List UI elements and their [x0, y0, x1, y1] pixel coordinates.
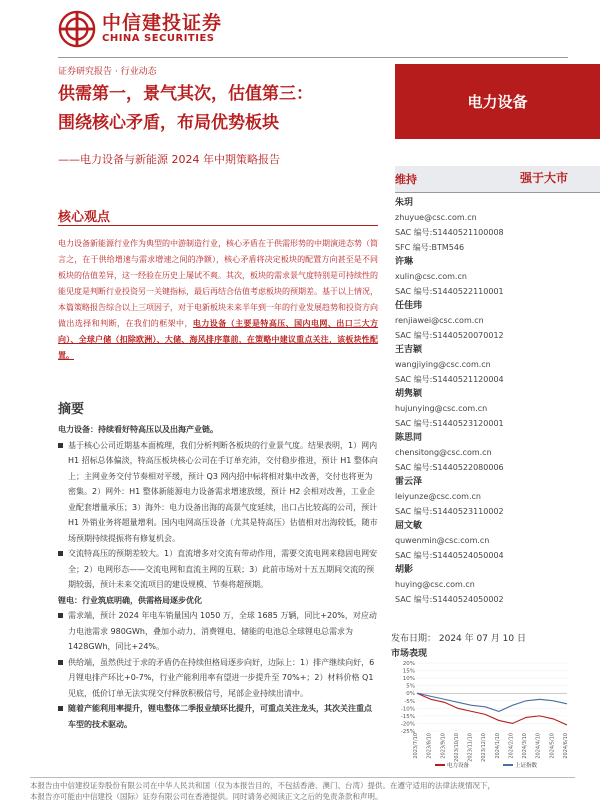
logo-cn: 中信建投证券: [102, 12, 223, 34]
logo-en: CHINA SECURITIES: [102, 33, 215, 44]
market-title: 市场表现: [391, 649, 428, 659]
x-tick-label: 2023/11/10: [467, 733, 474, 762]
market-performance-chart: [391, 659, 571, 771]
analyst-cert: SAC 编号:S1440521100008: [395, 228, 504, 237]
analyst-name: 朱玥: [395, 198, 414, 208]
summary-bullet: 交流特高压的预期差较大。1）直流增多对交流有带动作用，需要交流电网来稳固电网安全；2）电网形态——交流电网和直流主网的互联；3）此前市场对十五五期间交流的预期较弱，预计未来交流项目的建设规模、节奏将超预期。: [58, 546, 378, 593]
legend-label-sector: 电力设备: [447, 763, 470, 769]
title-line-2: 围绕核心矛盾，布局优势板块: [58, 113, 279, 133]
analyst-email: xulin@csc.com.cn: [395, 272, 467, 281]
analyst-name: 雷云泽: [395, 477, 423, 487]
page-subtitle: ——电力设备与新能源 2024 年中期策略报告: [58, 153, 280, 166]
analyst-email: zhuyue@csc.com.cn: [395, 213, 477, 222]
y-tick-label: 5%: [406, 683, 415, 690]
analyst-name: 屈文敏: [395, 521, 423, 531]
analyst-cert: SAC 编号:S1440524050004: [395, 551, 504, 560]
y-tick-label: -20%: [400, 721, 415, 728]
analyst-name: 胡影: [395, 565, 414, 575]
summary-heading: 摘要: [58, 402, 85, 417]
series-line-1: [417, 693, 567, 711]
release-date: 发布日期： 2024 年 07 月 10 日: [391, 634, 526, 644]
analyst-cert: SAC 编号:S1440523110002: [395, 507, 504, 516]
analyst-email: renjiawei@csc.com.cn: [395, 316, 484, 325]
y-tick-label: -25%: [400, 729, 415, 735]
summary-body: [58, 422, 378, 732]
y-tick-label: -15%: [400, 713, 415, 720]
rating-bar: [395, 166, 600, 193]
company-logo: [58, 10, 222, 48]
footer-line-2: 本报告亦可能由中信建投（国际）证券有限公司在香港提供。同时请务必阅读正文之后的免责条款和声明。: [30, 792, 383, 800]
x-tick-label: 2023/9/10: [440, 733, 447, 759]
legend-swatch-sector: [435, 764, 445, 766]
analyst-name: 任佳玮: [395, 301, 423, 311]
summary-bullet: 随着产能利用率提升，锂电整体二季报业绩环比提升，可重点关注龙头，其次关注重点车型的技术驱动。: [58, 701, 378, 732]
x-tick-label: 2023/8/10: [426, 733, 433, 759]
footer-line-1: 本报告由中信建投证券股份有限公司在中华人民共和国（仅为本报告目的，不包括香港、澳门、台湾）提供。在遵守适用的法律法规情况下，: [30, 781, 495, 790]
analyst-cert: SAC 编号:S1440521120004: [395, 375, 504, 384]
x-tick-label: 2024/4/10: [535, 733, 542, 759]
x-tick-label: 2023/7/10: [413, 733, 419, 759]
y-tick-label: -10%: [400, 706, 415, 713]
y-tick-label: -5%: [404, 698, 415, 705]
legend-swatch-index: [503, 764, 513, 766]
x-tick-label: 2024/2/10: [508, 733, 515, 759]
analyst-email: hujunying@csc.com.cn: [395, 404, 488, 413]
summary-bullet: 需求端，预计 2024 年电车销量国内 1050 万，全球 1685 万辆，同比+20%，对应动力电池需求 980GWh，叠加小动力、消费锂电、储能的电池总全球锂电总需求为 1428GWh，同比+24%。: [58, 608, 378, 655]
analyst-email: wangjiying@csc.com.cn: [395, 360, 491, 369]
summary-section-power: 电力设备：持续看好特高压以及出海产业链。: [58, 425, 218, 434]
analyst-cert: SAC 编号:S1440524050002: [395, 595, 504, 604]
x-tick-label: 2023/10/10: [453, 733, 460, 762]
core-heading: 核心观点: [58, 210, 111, 225]
analyst-cert: SAC 编号:S1440520070012: [395, 331, 504, 340]
analyst-name: 胡隽颖: [395, 389, 423, 399]
analyst-email: leiyunze@csc.com.cn: [395, 492, 481, 501]
analyst-sfc: SFC 编号:BTM546: [395, 243, 465, 252]
x-tick-label: 2023/12/10: [481, 733, 488, 762]
core-divider: [58, 225, 378, 226]
footer-disclaimer: [30, 780, 575, 800]
logo-mark-icon: [58, 10, 96, 48]
x-tick-label: 2024/5/10: [549, 733, 556, 759]
summary-bullet: 基于核心公司近期基本面梳理，我们分析判断各板块的行业景气度。结果表明，1）网内 H1 招标总体偏淡，特高压板块核心公司在手订单充沛，交付稳步推进，预计 H1 整体向上；主网业务交付节奏相对平缓，预计 Q3 网内招中标将相对集中改善，交付也将更为密集。2）网外：H1 整体新能源电力设备需求增速放缓，预计 H2 会相对改善，工业企业配套增量承压；3）海外：电力设备出海的高景气度延续，出口占比较高的公司，预计 H1 外销业务将超量增利。国内电网高压设备（尤其是特高压）估值相对出海较低，随市场预期持续提振将有修复机会。: [58, 438, 378, 547]
y-tick-label: 10%: [402, 676, 415, 683]
analyst-email: quwenmin@csc.com.cn: [395, 536, 490, 545]
footer-divider: [30, 777, 575, 778]
analyst-name: 许琳: [395, 257, 414, 267]
analyst-cert: SAC 编号:S1440522080006: [395, 463, 504, 472]
sector-banner: 电力设备: [395, 64, 600, 139]
y-tick-label: 20%: [402, 661, 415, 667]
analyst-email: chensitong@csc.com.cn: [395, 448, 492, 457]
x-tick-label: 2024/1/10: [494, 733, 501, 759]
analyst-cert: SAC 编号:S1440523120001: [395, 419, 504, 428]
analyst-email: huying@csc.com.cn: [395, 580, 475, 589]
rating-label: 维持: [395, 173, 417, 186]
y-tick-label: 0%: [406, 691, 415, 698]
analyst-name: 王吉颖: [395, 345, 423, 355]
x-tick-label: 2024/3/10: [522, 733, 529, 759]
report-category: 证券研究报告 · 行业动态: [58, 67, 157, 77]
core-text-plain: 电力设备新能源行业作为典型的中游制造行业，核心矛盾在于供需形势的中期演进态势（简言之，在于供给增速与需求增速之间的净额），核心矛盾将决定板块的配置方向甚至是不同板块的估值差异，这一经验在历史上屡试不爽。其次，板块的需求景气度特别是可持续性的能见度是判断行业投资另一关键指标，最后再结合估值考虑板块的预期差。基于以上情况，本篇策略报告综合以上三项因子，对于电新板块未来半年到一年的行业发展趋势和投资方向做出选择和判断，在我们的框架中，: [58, 239, 378, 328]
y-tick-label: 15%: [402, 668, 415, 675]
x-tick-label: 2024/6/10: [563, 733, 569, 759]
page-title: [58, 80, 373, 138]
analyst-name: 陈思同: [395, 433, 423, 443]
rating-level: 强于大市: [519, 171, 568, 185]
analyst-list: [395, 196, 560, 607]
analyst-cert: SAC 编号:S1440522110001: [395, 287, 504, 296]
core-text-bold: 电力设备（主要是特高压、国内电网、出口三大方向）、全球户储（扣除欧洲）、大储、海风排序靠前，在策略中建议重点关注，该板块性配置。: [58, 319, 379, 360]
summary-section-lithium: 锂电：行业筑底明确，供需格局逐步优化: [58, 595, 202, 605]
title-line-1: 供需第一，景气其次，估值第三：: [58, 84, 313, 104]
summary-bullet: 供给端，虽然供过于求的矛盾仍在持续但格局逐步向好，边际上：1）排产继续向好，6 月锂电排产环比+0-7%，行业产能利用率有望进一步提升至 70%+；2）材料价格 Q1 见底，低价订单无法实现交付释放积极信号，尾部企业持续出清中。: [58, 655, 378, 702]
core-text: [58, 236, 378, 364]
legend-label-index: 上证指数: [515, 763, 538, 769]
header-divider: [58, 57, 568, 58]
